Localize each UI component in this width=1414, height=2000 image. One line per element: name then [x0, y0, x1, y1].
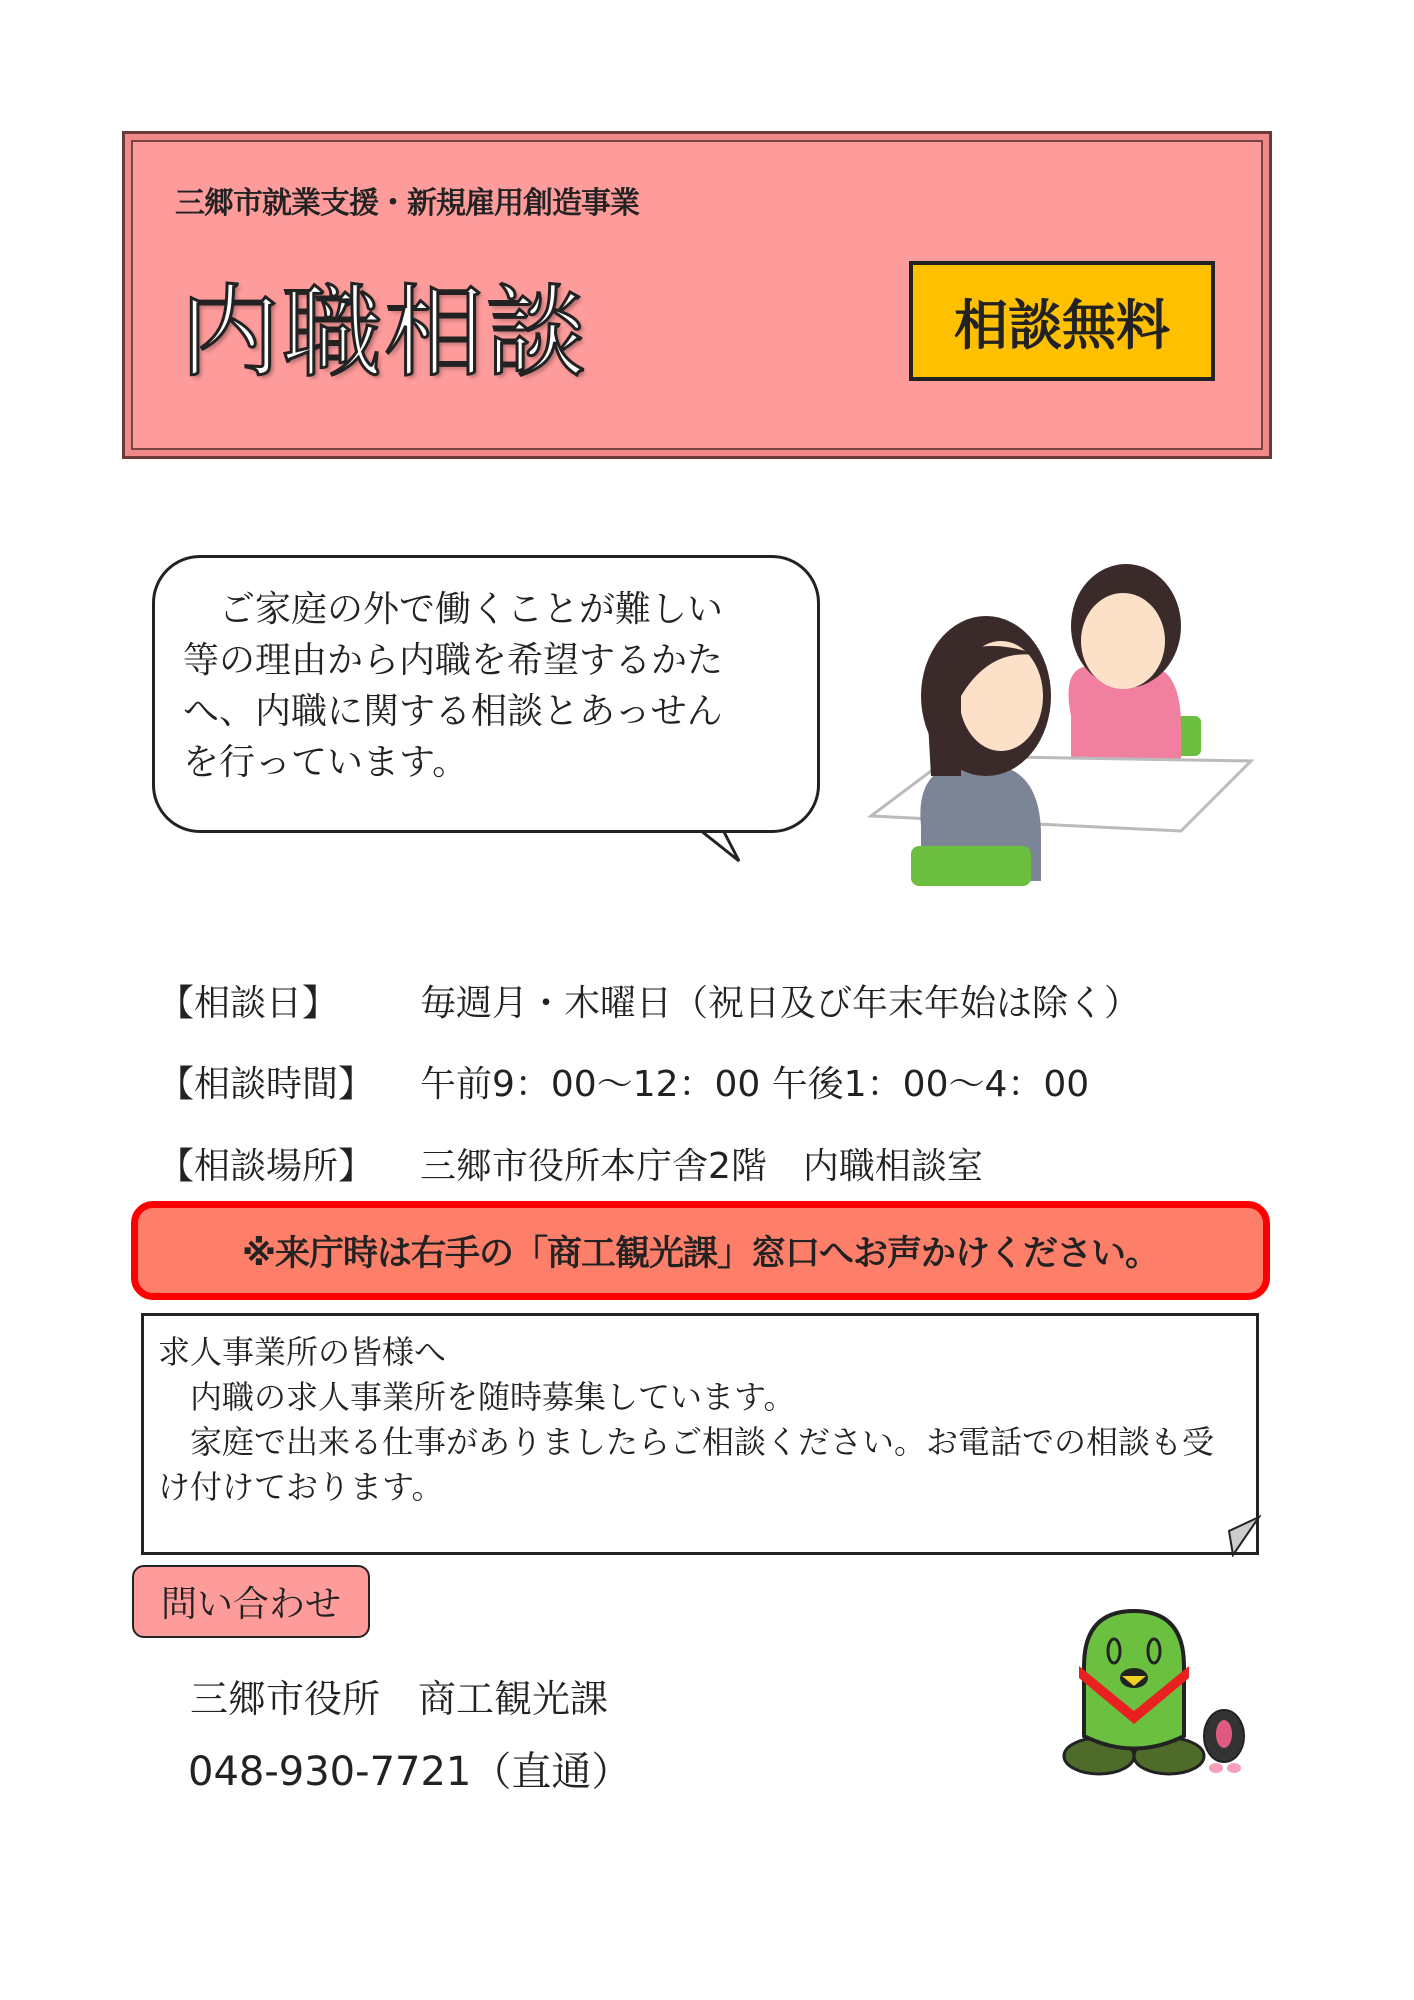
bubble-line: を行っています。	[183, 742, 469, 783]
contact-tag: 問い合わせ	[132, 1565, 370, 1638]
info-row-date	[158, 975, 1140, 1026]
info-label: 【相談日】	[158, 983, 339, 1024]
program-subtitle: 三郷市就業支援・新規雇用創造事業	[175, 186, 639, 221]
page-title: 内職相談	[180, 274, 588, 391]
free-consultation-badge: 相談無料	[909, 261, 1215, 381]
info-row-place	[158, 1138, 983, 1189]
recruit-line: 家庭で出来る仕事がありましたらご相談ください。お電話での相談も受け付けております。	[158, 1423, 1215, 1506]
page-curl-icon	[1225, 1515, 1265, 1557]
recruit-box	[141, 1313, 1259, 1555]
info-value: 午前9：00～12：00 午後1：00～4：00	[420, 1064, 1090, 1105]
visit-notice: ※来庁時は右手の「商工観光課」窓口へお声かけください。	[131, 1201, 1270, 1300]
info-row-time	[158, 1056, 1089, 1107]
info-label: 【相談場所】	[158, 1146, 375, 1187]
info-value: 三郷市役所本庁舎2階 内職相談室	[420, 1146, 983, 1187]
mascot-illustration	[1054, 1606, 1254, 1781]
contact-office: 三郷市役所 商工観光課	[190, 1677, 609, 1721]
bubble-line: 等の理由から内職を希望するかた	[183, 640, 724, 681]
info-value: 毎週月・木曜日（祝日及び年末年始は除く）	[420, 983, 1141, 1024]
recruit-heading: 求人事業所の皆様へ	[158, 1333, 447, 1371]
speech-bubble	[152, 555, 820, 833]
recruit-line: 内職の求人事業所を随時募集しています。	[158, 1378, 796, 1416]
bubble-line: へ、内職に関する相談とあっせん	[183, 691, 723, 732]
bubble-line: ご家庭の外で働くことが難しい	[183, 589, 724, 630]
header-banner	[122, 131, 1272, 459]
consultation-illustration	[861, 546, 1256, 891]
contact-phone[interactable]: 048-930-7721（直通）	[188, 1749, 632, 1795]
info-label: 【相談時間】	[158, 1064, 375, 1105]
